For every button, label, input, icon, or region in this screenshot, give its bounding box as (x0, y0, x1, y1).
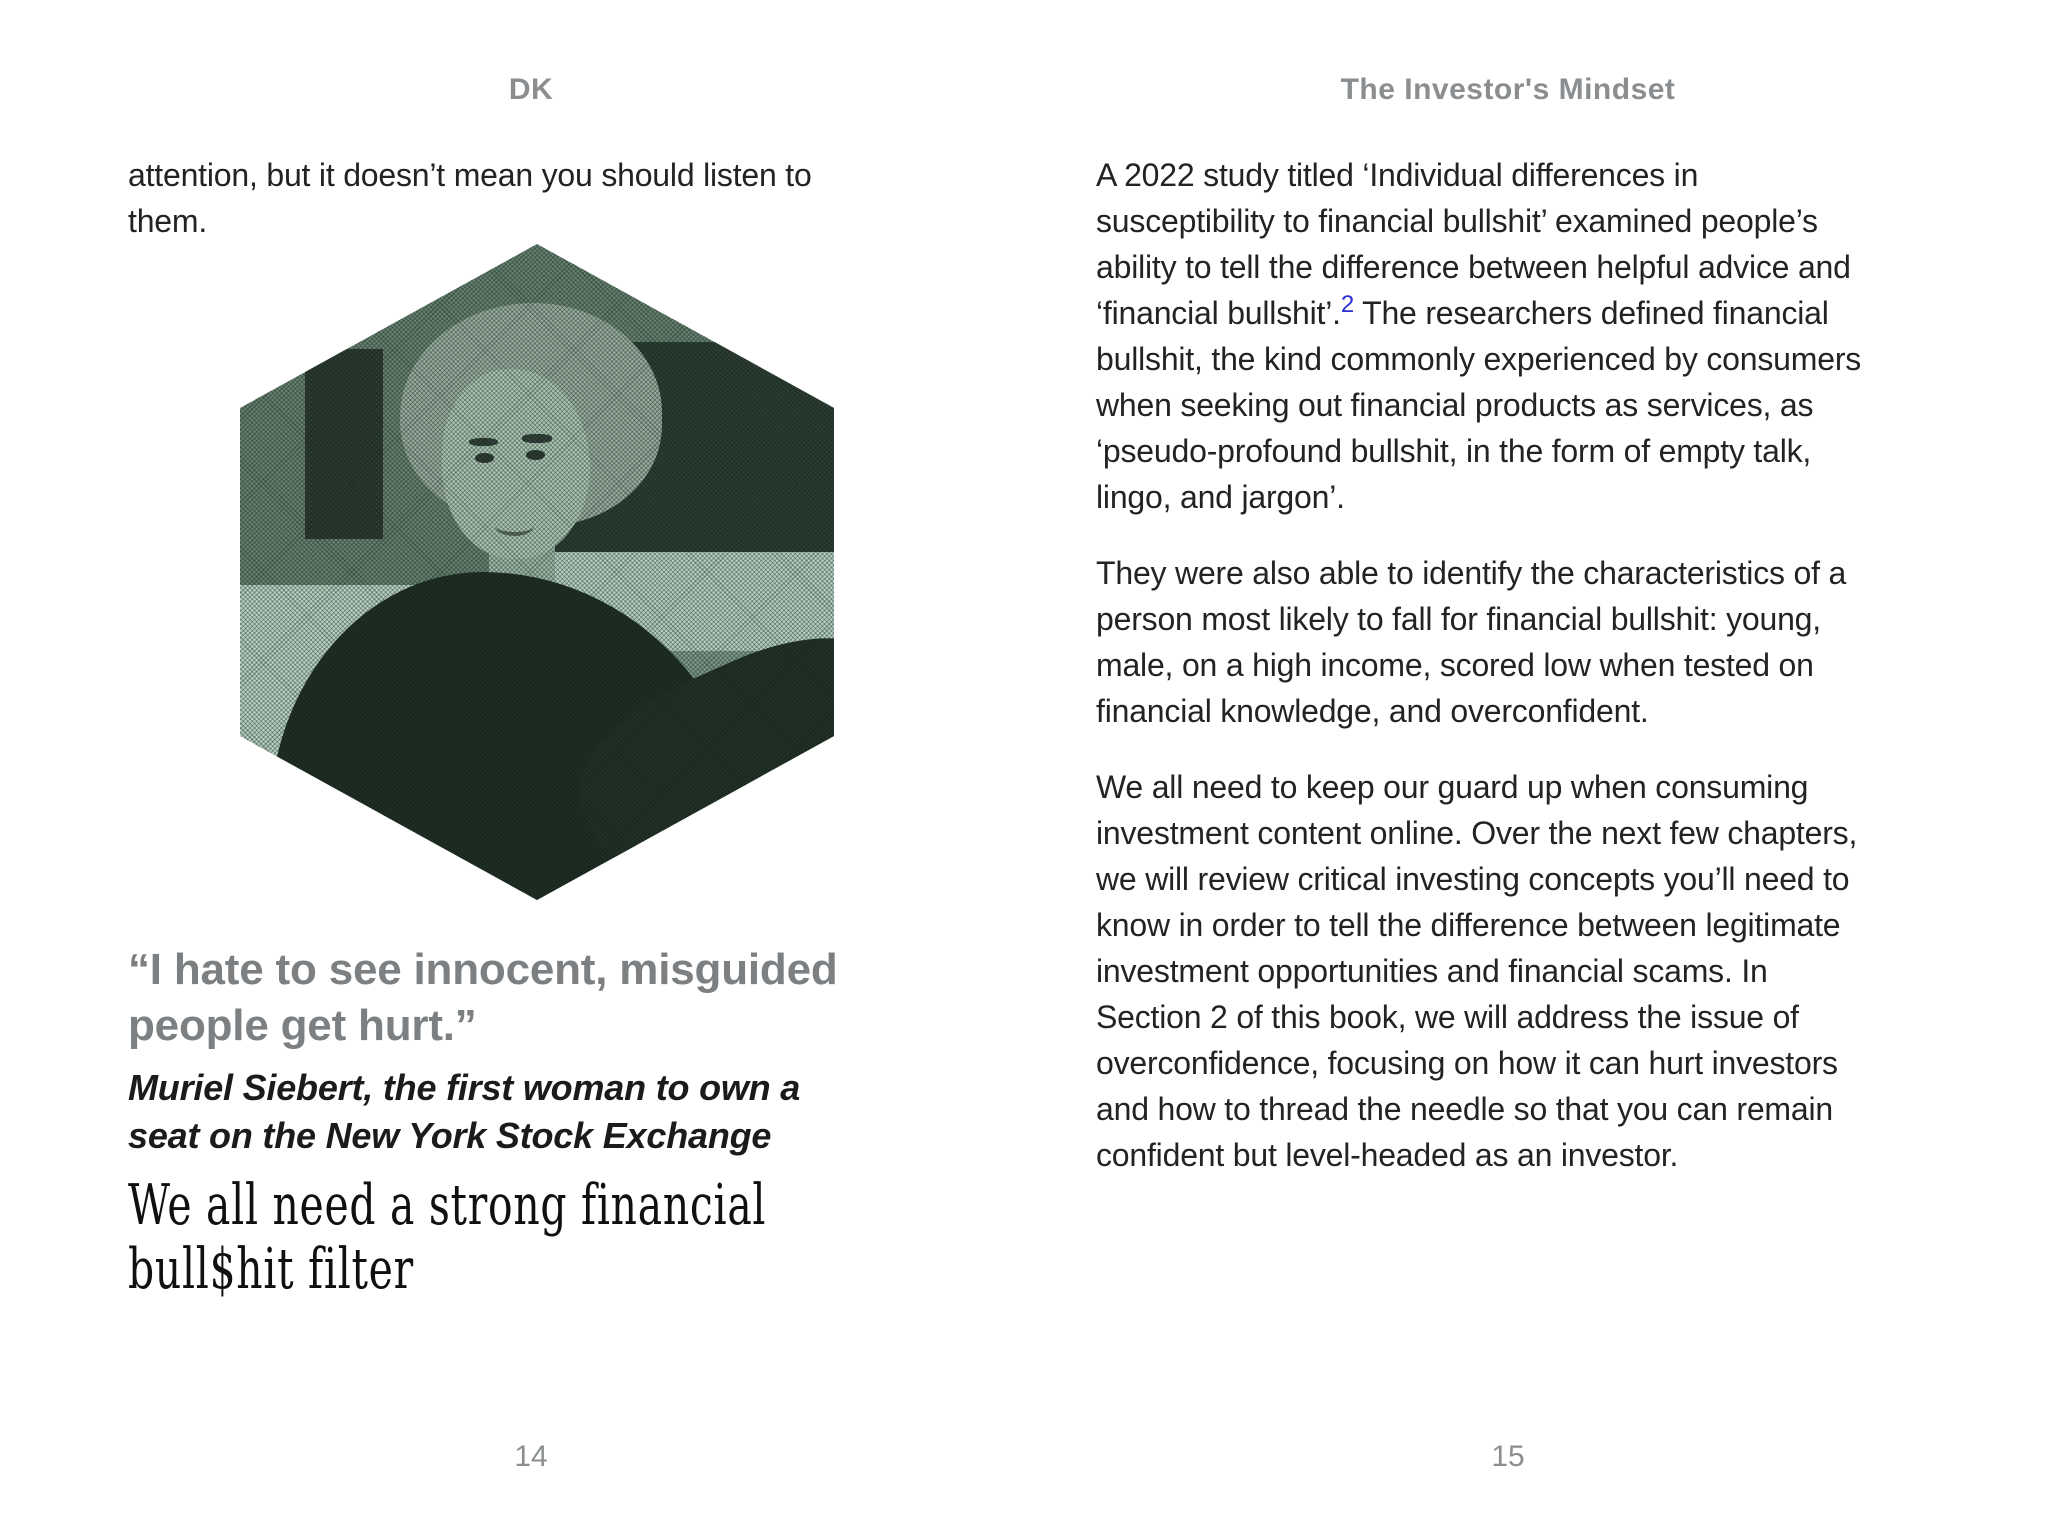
section-heading-text: We all need a strong financial bull$hit filter (128, 1173, 767, 1302)
paragraph-study-text-after: The researchers defined financial bullshit, the kind commonly experienced by consumers when seeking out financial products as services, as ‘pseudo-profound bullshit, in the form of empty talk, lingo, and jargon’. (1096, 295, 1862, 515)
paragraph-characteristics: They were also able to identify the characteristics of a person most likely to fall for financial bullshit: young, male, on a high income, scored low when tested on financial knowledge, and overconfident. (1096, 555, 1847, 729)
section-heading (128, 1174, 934, 1302)
pull-quote: “I hate to see innocent, misguided people get hurt.” (128, 945, 838, 1050)
left-running-head: DK (508, 73, 554, 106)
left-intro-text: attention, but it doesn’t mean you should listen to them. (128, 157, 812, 239)
left-page-number: 14 (514, 1440, 548, 1473)
right-running-head: The Investor's Mindset (1340, 73, 1676, 106)
quote-attribution: Muriel Siebert, the first woman to own a seat on the New York Stock Exchange (128, 1067, 801, 1156)
paragraph-study-text-before: A 2022 study titled ‘Individual differences in susceptibility to financial bullshit’ examined people’s ability to tell the difference between helpful advice and ‘financial bullshit’. (1096, 157, 1851, 331)
right-page-number: 15 (1491, 1440, 1525, 1473)
right-page (1024, 0, 2048, 1536)
muriel-siebert-portrait (240, 244, 834, 900)
footnote-link-2[interactable]: 2 (1340, 291, 1354, 318)
paragraph-guard-up: We all need to keep our guard up when consuming investment content online. Over the next few chapters, we will review critical investing concepts you’ll need to know in order to tell the difference between legitimate investment opportunities and financial scams. In Section 2 of this book, we will address the issue of overconfidence, focusing on how it can hurt investors and how to thread the needle so that you can remain confident but level-headed as an investor. (1096, 769, 1858, 1173)
paragraph-study (1096, 152, 1878, 520)
halftone-texture-overlay (240, 244, 834, 900)
